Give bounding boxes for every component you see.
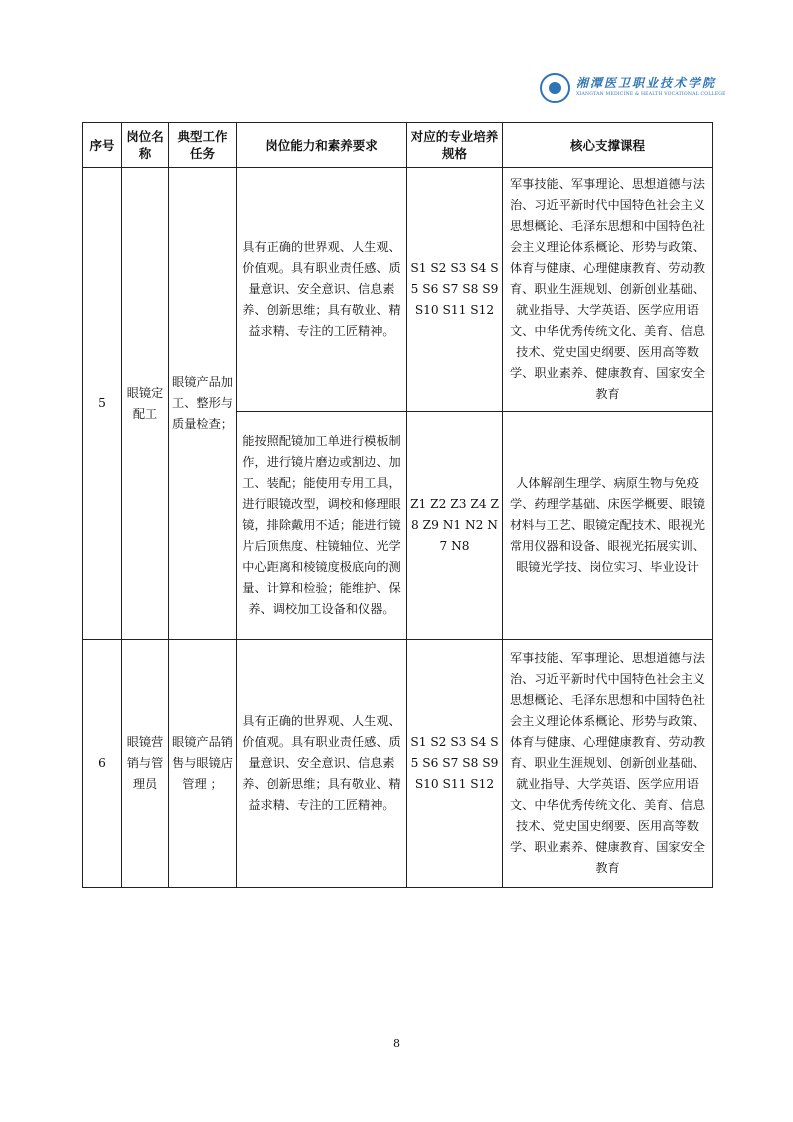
col-header-spec: 对应的专业培养规格 xyxy=(407,123,503,168)
table-header-row xyxy=(83,123,713,168)
row-spec: S1 S2 S3 S4 S5 S6 S7 S8 S9 S10 S11 S12 xyxy=(407,640,503,888)
row-spec: S1 S2 S3 S4 S5 S6 S7 S8 S9 S10 S11 S12 xyxy=(407,168,503,412)
row-task: 眼镜产品加工、整形与质量检查； xyxy=(169,168,237,640)
row-ability: 能按照配镜加工单进行模板制作，进行镜片磨边或割边、加工、装配；能使用专用工具，进行眼镜改型，调校和修理眼镜，排除戴用不适；能进行镜片后顶焦度、柱镜轴位、光学中心距离和棱镜度极底向的测量、计算和检验；能维护、保养、调校加工设备和仪器。 xyxy=(237,412,407,640)
row-spec: Z1 Z2 Z3 Z4 Z8 Z9 N1 N2 N7 N8 xyxy=(407,412,503,640)
col-header-index: 序号 xyxy=(83,123,122,168)
row-position: 眼镜营销与管理员 xyxy=(122,640,169,888)
col-header-courses: 核心支撑课程 xyxy=(503,123,713,168)
school-emblem-icon xyxy=(540,73,570,103)
row-ability: 具有正确的世界观、人生观、价值观。具有职业责任感、质量意识、安全意识、信息素养、创新思维；具有敬业、精益求精、专注的工匠精神。 xyxy=(237,640,407,888)
row-courses: 人体解剖生理学、病原生物与免疫学、药理学基础、床医学概要、眼镜材料与工艺、眼镜定配技术、眼视光常用仪器和设备、眼视光拓展实训、眼镜光学技、岗位实习、毕业设计 xyxy=(503,412,713,640)
table-row xyxy=(83,168,713,412)
col-header-ability: 岗位能力和素养要求 xyxy=(237,123,407,168)
row-ability: 具有正确的世界观、人生观、价值观。具有职业责任感、质量意识、安全意识、信息素养、创新思维；具有敬业、精益求精、专注的工匠精神。 xyxy=(237,168,407,412)
row-index: 6 xyxy=(83,640,122,888)
row-task: 眼镜产品销售与眼镜店管理 ； xyxy=(169,640,237,888)
school-name-en: XIANGTAN MEDICINE & HEALTH VOCATIONAL COLLEGE xyxy=(576,92,726,97)
page-number: 8 xyxy=(393,1037,400,1050)
row-index: 5 xyxy=(83,168,122,640)
table-row xyxy=(83,640,713,888)
row-position: 眼镜定配工 xyxy=(122,168,169,640)
col-header-task: 典型工作任务 xyxy=(169,123,237,168)
position-course-table xyxy=(82,122,713,888)
school-logo xyxy=(540,70,726,112)
row-courses: 军事技能、军事理论、思想道德与法治、习近平新时代中国特色社会主义思想概论、毛泽东思想和中国特色社会主义理论体系概论、形势与政策、体育与健康、心理健康教育、劳动教育、职业生涯规划、创新创业基础、就业指导、大学英语、医学应用语文、中华优秀传统文化、美育、信息技术、党史国史纲要、医用高等数学、职业素养、健康教育、国家安全教育 xyxy=(503,168,713,412)
col-header-position: 岗位名称 xyxy=(122,123,169,168)
school-name: 湘潭医卫职业技术学院 xyxy=(576,76,717,90)
row-courses: 军事技能、军事理论、思想道德与法治、习近平新时代中国特色社会主义思想概论、毛泽东思想和中国特色社会主义理论体系概论、形势与政策、体育与健康、心理健康教育、劳动教育、职业生涯规划、创新创业基础、就业指导、大学英语、医学应用语文、中华优秀传统文化、美育、信息技术、党史国史纲要、医用高等数学、职业素养、健康教育、国家安全教育 xyxy=(503,640,713,888)
